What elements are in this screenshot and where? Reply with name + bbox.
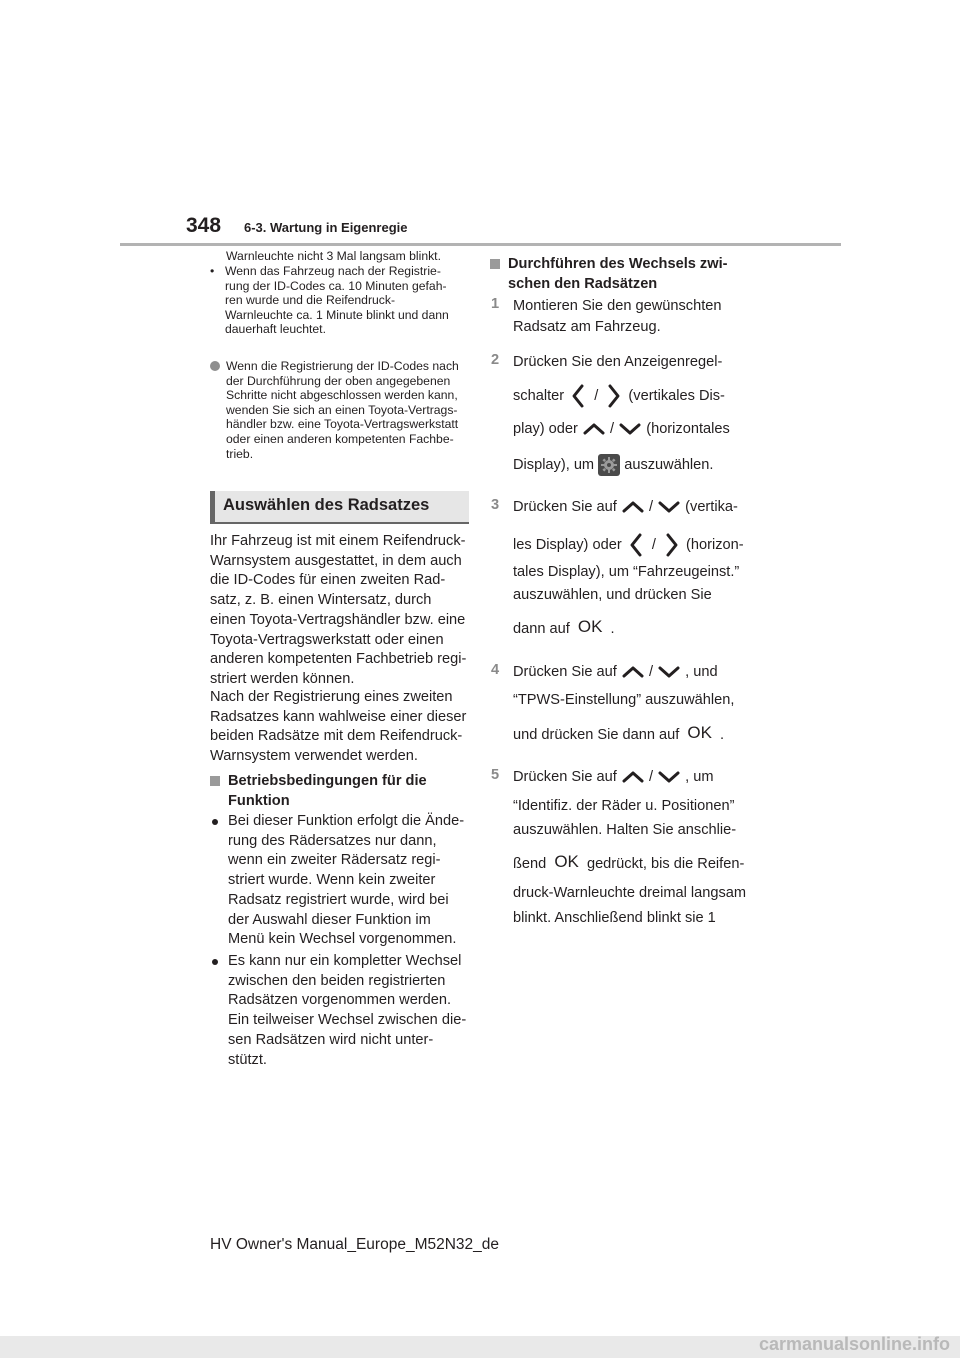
step-line: auszuwählen. Halten Sie anschlie- (513, 822, 737, 838)
step-line: Radsatz am Fahrzeug. (513, 319, 661, 335)
text-run: Drücken Sie auf (513, 499, 617, 515)
chevron-up-icon (621, 662, 645, 682)
section-heading (210, 491, 469, 522)
text-line: Wenn das Fahrzeug nach der Registrie- (225, 264, 441, 278)
step-line (513, 723, 724, 745)
text-line: händler bzw. eine Toyota-Vertragswerkstatt (226, 417, 459, 432)
subheading-change (490, 254, 760, 294)
chevron-down-icon (657, 662, 681, 682)
chevron-down-icon (657, 767, 681, 787)
slash-separator: / (610, 421, 615, 437)
text-line: Wenn die Registrierung der ID-Codes nach (226, 359, 459, 373)
text-run: (vertika- (685, 499, 738, 515)
text-run: Drücken Sie auf (513, 664, 617, 680)
text-line: stützt. (228, 1051, 267, 1068)
step-number: 4 (491, 662, 500, 678)
paragraph-second (210, 688, 472, 767)
bullet-marker: • (210, 264, 215, 278)
sub-bullet-item (210, 264, 468, 337)
text-run: dann auf (513, 621, 570, 637)
step-line (513, 662, 718, 682)
text-line: Toyota-Vertragswerkstatt oder einen (210, 631, 444, 648)
sub-bullet-text (225, 264, 468, 337)
text-line: zwischen den beiden registrierten (228, 972, 446, 989)
text-line: Radsatzes kann wahlweise einer dieser (210, 708, 467, 725)
text-line: satz, z. B. einen Wintersatz, durch (210, 592, 432, 609)
chevron-down-icon (618, 419, 642, 439)
step-line (513, 852, 744, 874)
text-line: beiden Radsätze mit dem Reifendruck- (210, 728, 463, 745)
step-line: auszuwählen, und drücken Sie (513, 587, 712, 603)
text-line: Nach der Registrierung eines zweiten (210, 689, 453, 705)
bullet-item (210, 812, 472, 950)
section-reference: 6-3. Wartung in Eigenregie (244, 220, 408, 235)
step-line (513, 767, 714, 787)
text-line: Es kann nur ein kompletter Wechsel (228, 953, 462, 969)
chevron-left-icon (568, 383, 590, 409)
bullet-dot-icon (212, 959, 218, 965)
step-number: 5 (491, 767, 500, 783)
step-line: Montieren Sie den gewünschten (513, 298, 722, 314)
text-run: Drücken Sie auf (513, 769, 617, 785)
text-line: striert werden können. (210, 670, 355, 687)
text-line: wenden Sie sich an einen Toyota-Vertrags- (226, 402, 458, 417)
text-run: (vertikales Dis- (628, 387, 725, 404)
slash-separator: / (651, 536, 656, 553)
text-run: (horizon- (686, 536, 744, 553)
step-line (513, 532, 744, 558)
step-line: tales Display), um “Fahrzeugeinst.” (513, 564, 740, 580)
slash-separator: / (648, 664, 654, 680)
text-line: Ihr Fahrzeug ist mit einem Reifendruck- (210, 533, 466, 549)
text-line: dauerhaft leuchtet. (225, 322, 326, 337)
continued-text: Warnleuchte nicht 3 Mal langsam blinkt. (226, 249, 441, 263)
text-line: einen Toyota-Vertragshändler bzw. eine (210, 611, 466, 628)
step-number: 1 (491, 296, 500, 312)
watermark-text: carmanualsonline.info (758, 1334, 950, 1354)
chevron-up-icon (582, 419, 606, 439)
settings-gear-icon (598, 454, 620, 476)
text-line: Menü kein Wechsel vorgenommen. (228, 931, 457, 948)
bullet-dot-icon (212, 819, 218, 825)
text-line: Durchführen des Wechsels zwi- (508, 256, 728, 272)
paragraph-intro (210, 532, 472, 690)
text-run: les Display) oder (513, 536, 622, 553)
text-line: Bei dieser Funktion erfolgt die Ände- (228, 813, 465, 829)
subheading-conditions (210, 771, 472, 811)
text-run: gedrückt, bis die Reifen- (586, 856, 745, 872)
bullet-item (210, 952, 472, 1070)
square-bullet-icon (490, 259, 500, 269)
text-line: ren wurde und die Reifendruck- (225, 293, 396, 308)
step-line (513, 617, 615, 639)
text-line: Schritte nicht abgeschlossen werden kann, (226, 388, 458, 403)
text-line: trieb. (226, 446, 254, 461)
note-item (210, 359, 472, 461)
step-line: “TPWS-Einstellung” auszuwählen, (513, 692, 735, 708)
text-line: Warnleuchte ca. 1 Minute blinkt und dann (225, 307, 449, 322)
text-line: rung des Rädersatzes nur dann, (228, 832, 437, 849)
text-run: (horizontales (646, 421, 730, 437)
ok-button-icon: OK (577, 617, 603, 636)
text-line: schen den Radsätzen (508, 276, 658, 292)
text-run: Display), um (513, 456, 595, 473)
step-line (513, 383, 725, 409)
manual-footer: HV Owner's Manual_Europe_M52N32_de (210, 1236, 500, 1253)
text-run: play) oder (513, 421, 578, 437)
text-line: der Durchführung der oben angegebenen (226, 373, 451, 388)
text-run: . (610, 621, 615, 637)
text-line: Ein teilweiser Wechsel zwischen die- (228, 1012, 467, 1029)
text-run: und drücken Sie dann auf (513, 727, 680, 743)
text-run: auszuwählen. (624, 456, 714, 473)
step-line: “Identifiz. der Räder u. Positionen” (513, 798, 735, 814)
text-line: anderen kompetenten Fachbetrieb regi- (210, 651, 467, 668)
step-line: Drücken Sie den Anzeigenregel- (513, 354, 723, 370)
slash-separator: / (594, 387, 599, 404)
step-number: 2 (491, 352, 500, 368)
page-number: 348 (186, 214, 222, 237)
ok-button-icon: OK (554, 852, 579, 871)
chevron-down-icon (657, 497, 681, 517)
step-line: blinkt. Anschließend blinkt sie 1 (513, 910, 716, 926)
text-run: , um (685, 769, 714, 785)
text-line: die ID-Codes für einen zweiten Rad- (210, 572, 446, 589)
ok-button-icon: OK (687, 723, 712, 742)
text-run: ßend (513, 856, 547, 872)
text-run: schalter (513, 387, 565, 404)
step-line (513, 419, 730, 439)
text-line: Funktion (228, 793, 290, 809)
slash-separator: / (648, 499, 654, 515)
slash-separator: / (648, 769, 654, 785)
square-bullet-icon (210, 776, 220, 786)
text-line: Radsatz registriert wurde, wird bei (228, 891, 449, 908)
section-heading-text: Auswählen des Radsatzes (223, 496, 430, 514)
step-number: 3 (491, 497, 500, 513)
text-line: der Auswahl dieser Funktion im (228, 911, 431, 928)
text-line: Warnsystem ausgestattet, in dem auch (210, 552, 462, 569)
step-line (513, 497, 738, 517)
chevron-up-icon (621, 767, 645, 787)
note-text (226, 359, 472, 461)
text-run: . (720, 727, 725, 743)
text-line: oder einen anderen kompetenten Fachbe- (226, 431, 454, 446)
text-line: sen Radsätzen wird nicht unter- (228, 1031, 434, 1048)
note-circle-icon (210, 361, 220, 371)
text-run: , und (685, 664, 718, 680)
text-line: Warnsystem verwendet werden. (210, 748, 418, 765)
step-line (513, 454, 713, 476)
text-line: wenn ein zweiter Rädersatz regi- (228, 852, 441, 869)
step-line: druck-Warnleuchte dreimal langsam (513, 885, 747, 901)
chevron-right-icon (602, 383, 624, 409)
chevron-up-icon (621, 497, 645, 517)
section-underline (210, 522, 469, 524)
text-line: rung der ID-Codes ca. 10 Minuten gefah- (225, 278, 447, 293)
text-line: Betriebsbedingungen für die (228, 773, 427, 789)
text-line: striert wurde. Wenn kein zweiter (228, 872, 436, 889)
chevron-right-icon (660, 532, 682, 558)
chevron-left-icon (626, 532, 648, 558)
text-line: Radsätzen vorgenommen werden. (228, 992, 452, 1009)
header-divider (120, 243, 841, 246)
